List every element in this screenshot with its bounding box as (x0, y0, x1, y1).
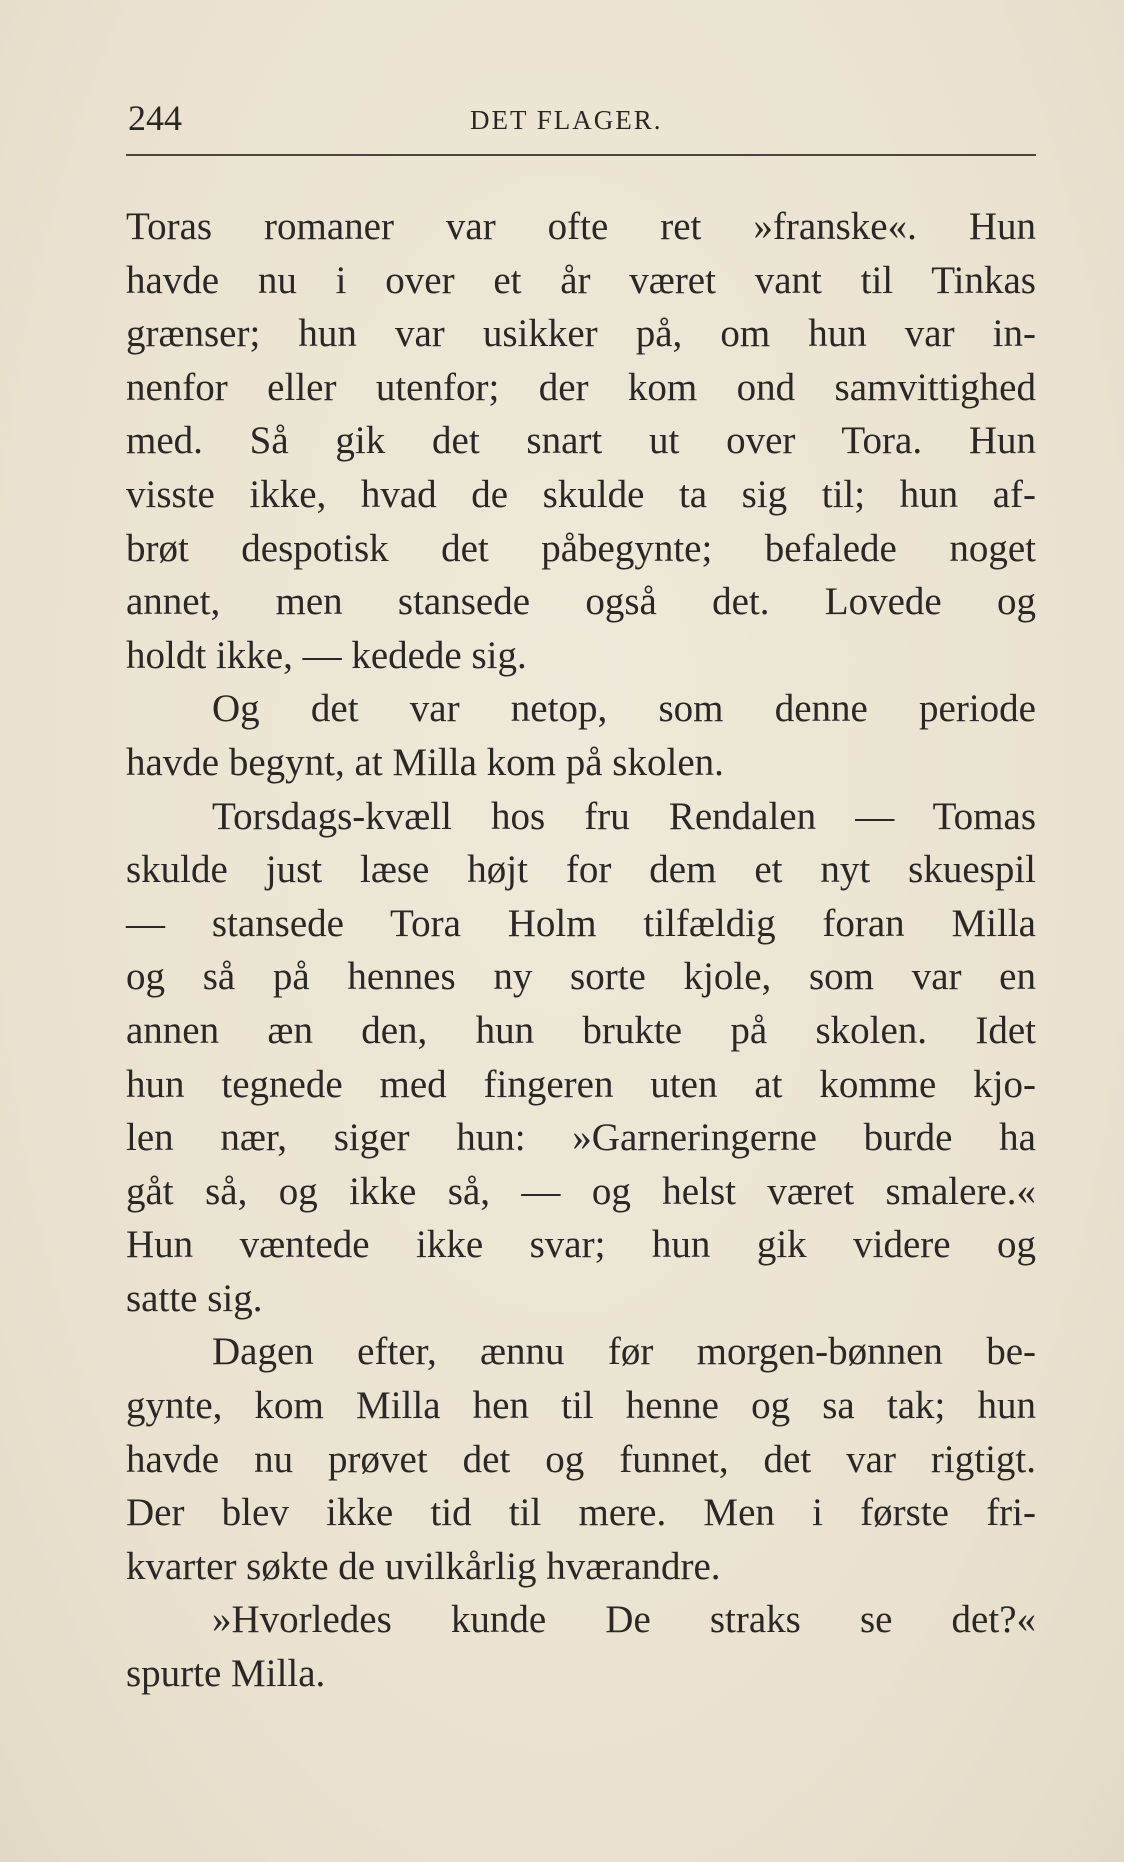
text-line: kvarter søkte de uvilkårlig hværandre. (126, 1544, 721, 1588)
text-line: — stansede Tora Holm tilfældig foran Milla (126, 901, 1036, 945)
text-line: havde begynt, at Milla kom på skolen. (126, 740, 724, 784)
text-line: Hun væntede ikke svar; hun gik videre og (126, 1223, 1036, 1267)
text-line: Der blev ikke tid til mere. Men i første fri- (126, 1491, 1036, 1535)
text-line: Dagen efter, ænnu før morgen-bønnen be- (212, 1330, 1036, 1374)
text-line: Toras romaner var ofte ret »franske«. Hun (126, 205, 1036, 248)
text-line: annet, men stansede også det. Lovede og (126, 580, 1036, 624)
running-title: DET FLAGER. (470, 105, 663, 135)
text-line: havde nu prøvet det og funnet, det var rigtigt. (126, 1437, 1036, 1481)
text-line: len nær, siger hun: »Garneringerne burde ha (126, 1116, 1036, 1160)
text-line: nenfor eller utenfor; der kom ond samvittighed (126, 365, 1036, 409)
text-line: spurte Milla. (126, 1652, 326, 1696)
text-line: holdt ikke, — kedede sig. (126, 633, 527, 677)
text-line: med. Så gik det snart ut over Tora. Hun (126, 419, 1036, 463)
text-line: og så på hennes ny sorte kjole, som var en (126, 955, 1036, 999)
text-line: havde nu i over et år været vant til Tinkas (126, 258, 1036, 302)
text-line: Torsdags-kvæll hos fru Rendalen — Tomas (212, 794, 1036, 838)
text-line: gåt så, og ikke så, — og helst været smalere.« (126, 1169, 1036, 1213)
body-text (126, 200, 1036, 1701)
page-number: 244 (128, 98, 182, 138)
text-line: Og det var netop, som denne periode (212, 687, 1036, 731)
text-line: »Hvorledes kunde De straks se det?« (212, 1598, 1036, 1642)
text-line: satte sig. (126, 1276, 263, 1320)
text-line: brøt despotisk det påbegynte; befalede noget (126, 526, 1036, 570)
text-line: gynte, kom Milla hen til henne og sa tak; hun (126, 1384, 1036, 1428)
page-header (126, 96, 1036, 146)
text-line: annen æn den, hun brukte på skolen. Idet (126, 1008, 1036, 1052)
header-rule (126, 154, 1036, 156)
text-line: grænser; hun var usikker på, om hun var in- (126, 312, 1036, 356)
text-line: hun tegnede med fingeren uten at komme kjo- (126, 1062, 1036, 1106)
text-line: visste ikke, hvad de skulde ta sig til; hun af- (126, 472, 1036, 516)
text-line: skulde just læse højt for dem et nyt skuespil (126, 848, 1036, 892)
